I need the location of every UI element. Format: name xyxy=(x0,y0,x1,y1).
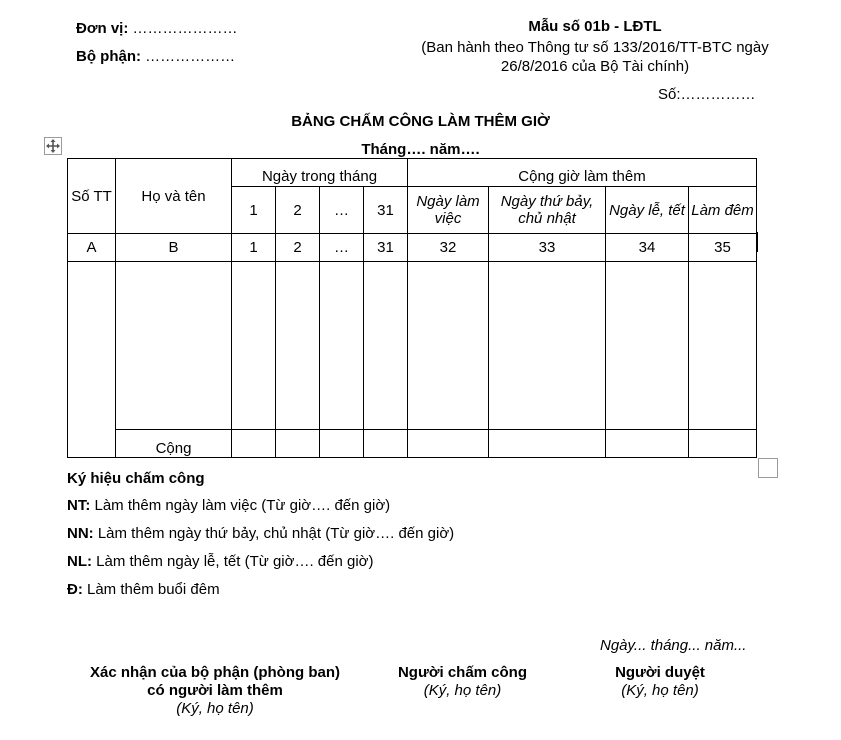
code-cell: 34 xyxy=(606,234,689,262)
header-cell-no: Số TT xyxy=(68,159,116,234)
signature-title: Xác nhận của bộ phận (phòng ban) xyxy=(90,664,340,681)
move-arrows-icon xyxy=(46,139,60,153)
unit-field xyxy=(76,20,238,37)
legend-text: Làm thêm ngày lễ, tết (Từ giờ…. đến giờ) xyxy=(92,553,374,570)
code-cell: 2 xyxy=(276,234,320,262)
header-cell-name: Họ và tên xyxy=(116,159,232,234)
data-cell[interactable] xyxy=(232,262,276,430)
overtime-timesheet-table xyxy=(67,158,757,458)
table-total-row xyxy=(68,430,757,458)
header-cell-days-group: Ngày trong tháng xyxy=(232,159,408,187)
total-cell[interactable] xyxy=(489,430,606,458)
total-cell[interactable] xyxy=(408,430,489,458)
code-cell: A xyxy=(68,234,116,262)
signature-block-confirm xyxy=(70,664,360,718)
header-cell-day: 2 xyxy=(276,187,320,234)
header-cell-day: … xyxy=(320,187,364,234)
signature-block-timekeeper xyxy=(380,664,545,700)
header-cell-day: 31 xyxy=(364,187,408,234)
data-cell[interactable] xyxy=(689,262,757,430)
department-value: ……………… xyxy=(141,48,236,65)
code-cell: 31 xyxy=(364,234,408,262)
total-cell[interactable] xyxy=(364,430,408,458)
legend-item-nn xyxy=(67,525,454,542)
table-header-row xyxy=(68,159,757,187)
code-cell: B xyxy=(116,234,232,262)
total-cell[interactable] xyxy=(232,430,276,458)
code-cell: 32 xyxy=(408,234,489,262)
legend-text: Làm thêm ngày thứ bảy, chủ nhật (Từ giờ…. đến giờ) xyxy=(93,525,455,542)
signature-note: (Ký, họ tên) xyxy=(423,682,502,699)
signature-title: Người duyệt xyxy=(615,664,705,681)
code-cell: 1 xyxy=(232,234,276,262)
legend-code: NL: xyxy=(67,553,92,570)
data-cell[interactable] xyxy=(489,262,606,430)
total-cell[interactable] xyxy=(606,430,689,458)
code-cell: … xyxy=(320,234,364,262)
legend-title: Ký hiệu chấm công xyxy=(67,470,205,487)
legend-text: Làm thêm ngày làm việc (Từ giờ…. đến giờ) xyxy=(90,497,391,514)
page-title: BẢNG CHẤM CÔNG LÀM THÊM GIỜ xyxy=(291,113,550,130)
signature-note: (Ký, họ tên) xyxy=(176,700,254,717)
header-cell-day: 1 xyxy=(232,187,276,234)
row-end-marker xyxy=(756,232,758,252)
legend-item-nt xyxy=(67,497,390,514)
total-cell[interactable] xyxy=(689,430,757,458)
legend-code: NT: xyxy=(67,497,91,514)
unit-label: Đơn vị: xyxy=(76,20,129,37)
total-label: Cộng xyxy=(116,430,232,458)
header-cell-overtime-night: Làm đêm xyxy=(689,187,757,234)
header-cell-overtime-group: Cộng giờ làm thêm xyxy=(408,159,757,187)
header-cell-overtime-weekend: Ngày thứ bảy, chủ nhật xyxy=(489,187,606,234)
data-cell[interactable] xyxy=(408,262,489,430)
legend-item-nl xyxy=(67,553,374,570)
data-cell[interactable] xyxy=(364,262,408,430)
form-issued-note: (Ban hành theo Thông tư số 133/2016/TT-BTC ngày 26/8/2016 của Bộ Tài chính) xyxy=(421,39,769,75)
unit-value: ………………… xyxy=(128,20,238,37)
table-resize-handle[interactable] xyxy=(758,458,778,478)
legend-code: Đ: xyxy=(67,581,83,598)
legend-item-d xyxy=(67,581,220,598)
data-cell[interactable] xyxy=(116,262,232,430)
data-cell[interactable] xyxy=(606,262,689,430)
signature-block-approver xyxy=(580,664,740,700)
total-cell[interactable] xyxy=(276,430,320,458)
sign-date-line: Ngày... tháng... năm... xyxy=(600,637,747,654)
data-cell[interactable] xyxy=(320,262,364,430)
code-cell: 35 xyxy=(689,234,757,262)
data-cell[interactable] xyxy=(276,262,320,430)
header-cell-overtime-holiday: Ngày lễ, tết xyxy=(606,187,689,234)
department-field xyxy=(76,48,235,65)
signature-note: (Ký, họ tên) xyxy=(621,682,699,699)
total-cell[interactable] xyxy=(320,430,364,458)
document-number: Số:…………… xyxy=(658,86,756,103)
header-cell-overtime-workday: Ngày làm việc xyxy=(408,187,489,234)
table-code-row xyxy=(68,234,757,262)
legend-code: NN: xyxy=(67,525,94,542)
form-code: Mẫu số 01b - LĐTL xyxy=(528,18,662,35)
code-cell: 33 xyxy=(489,234,606,262)
table-row xyxy=(68,262,757,430)
table-move-handle[interactable] xyxy=(44,137,62,155)
signature-title: có người làm thêm xyxy=(147,682,283,699)
month-line: Tháng…. năm…. xyxy=(361,141,480,158)
legend-text: Làm thêm buổi đêm xyxy=(82,581,220,598)
signature-title: Người chấm công xyxy=(397,664,528,681)
department-label: Bộ phận: xyxy=(76,48,141,65)
data-cell[interactable] xyxy=(68,262,116,458)
